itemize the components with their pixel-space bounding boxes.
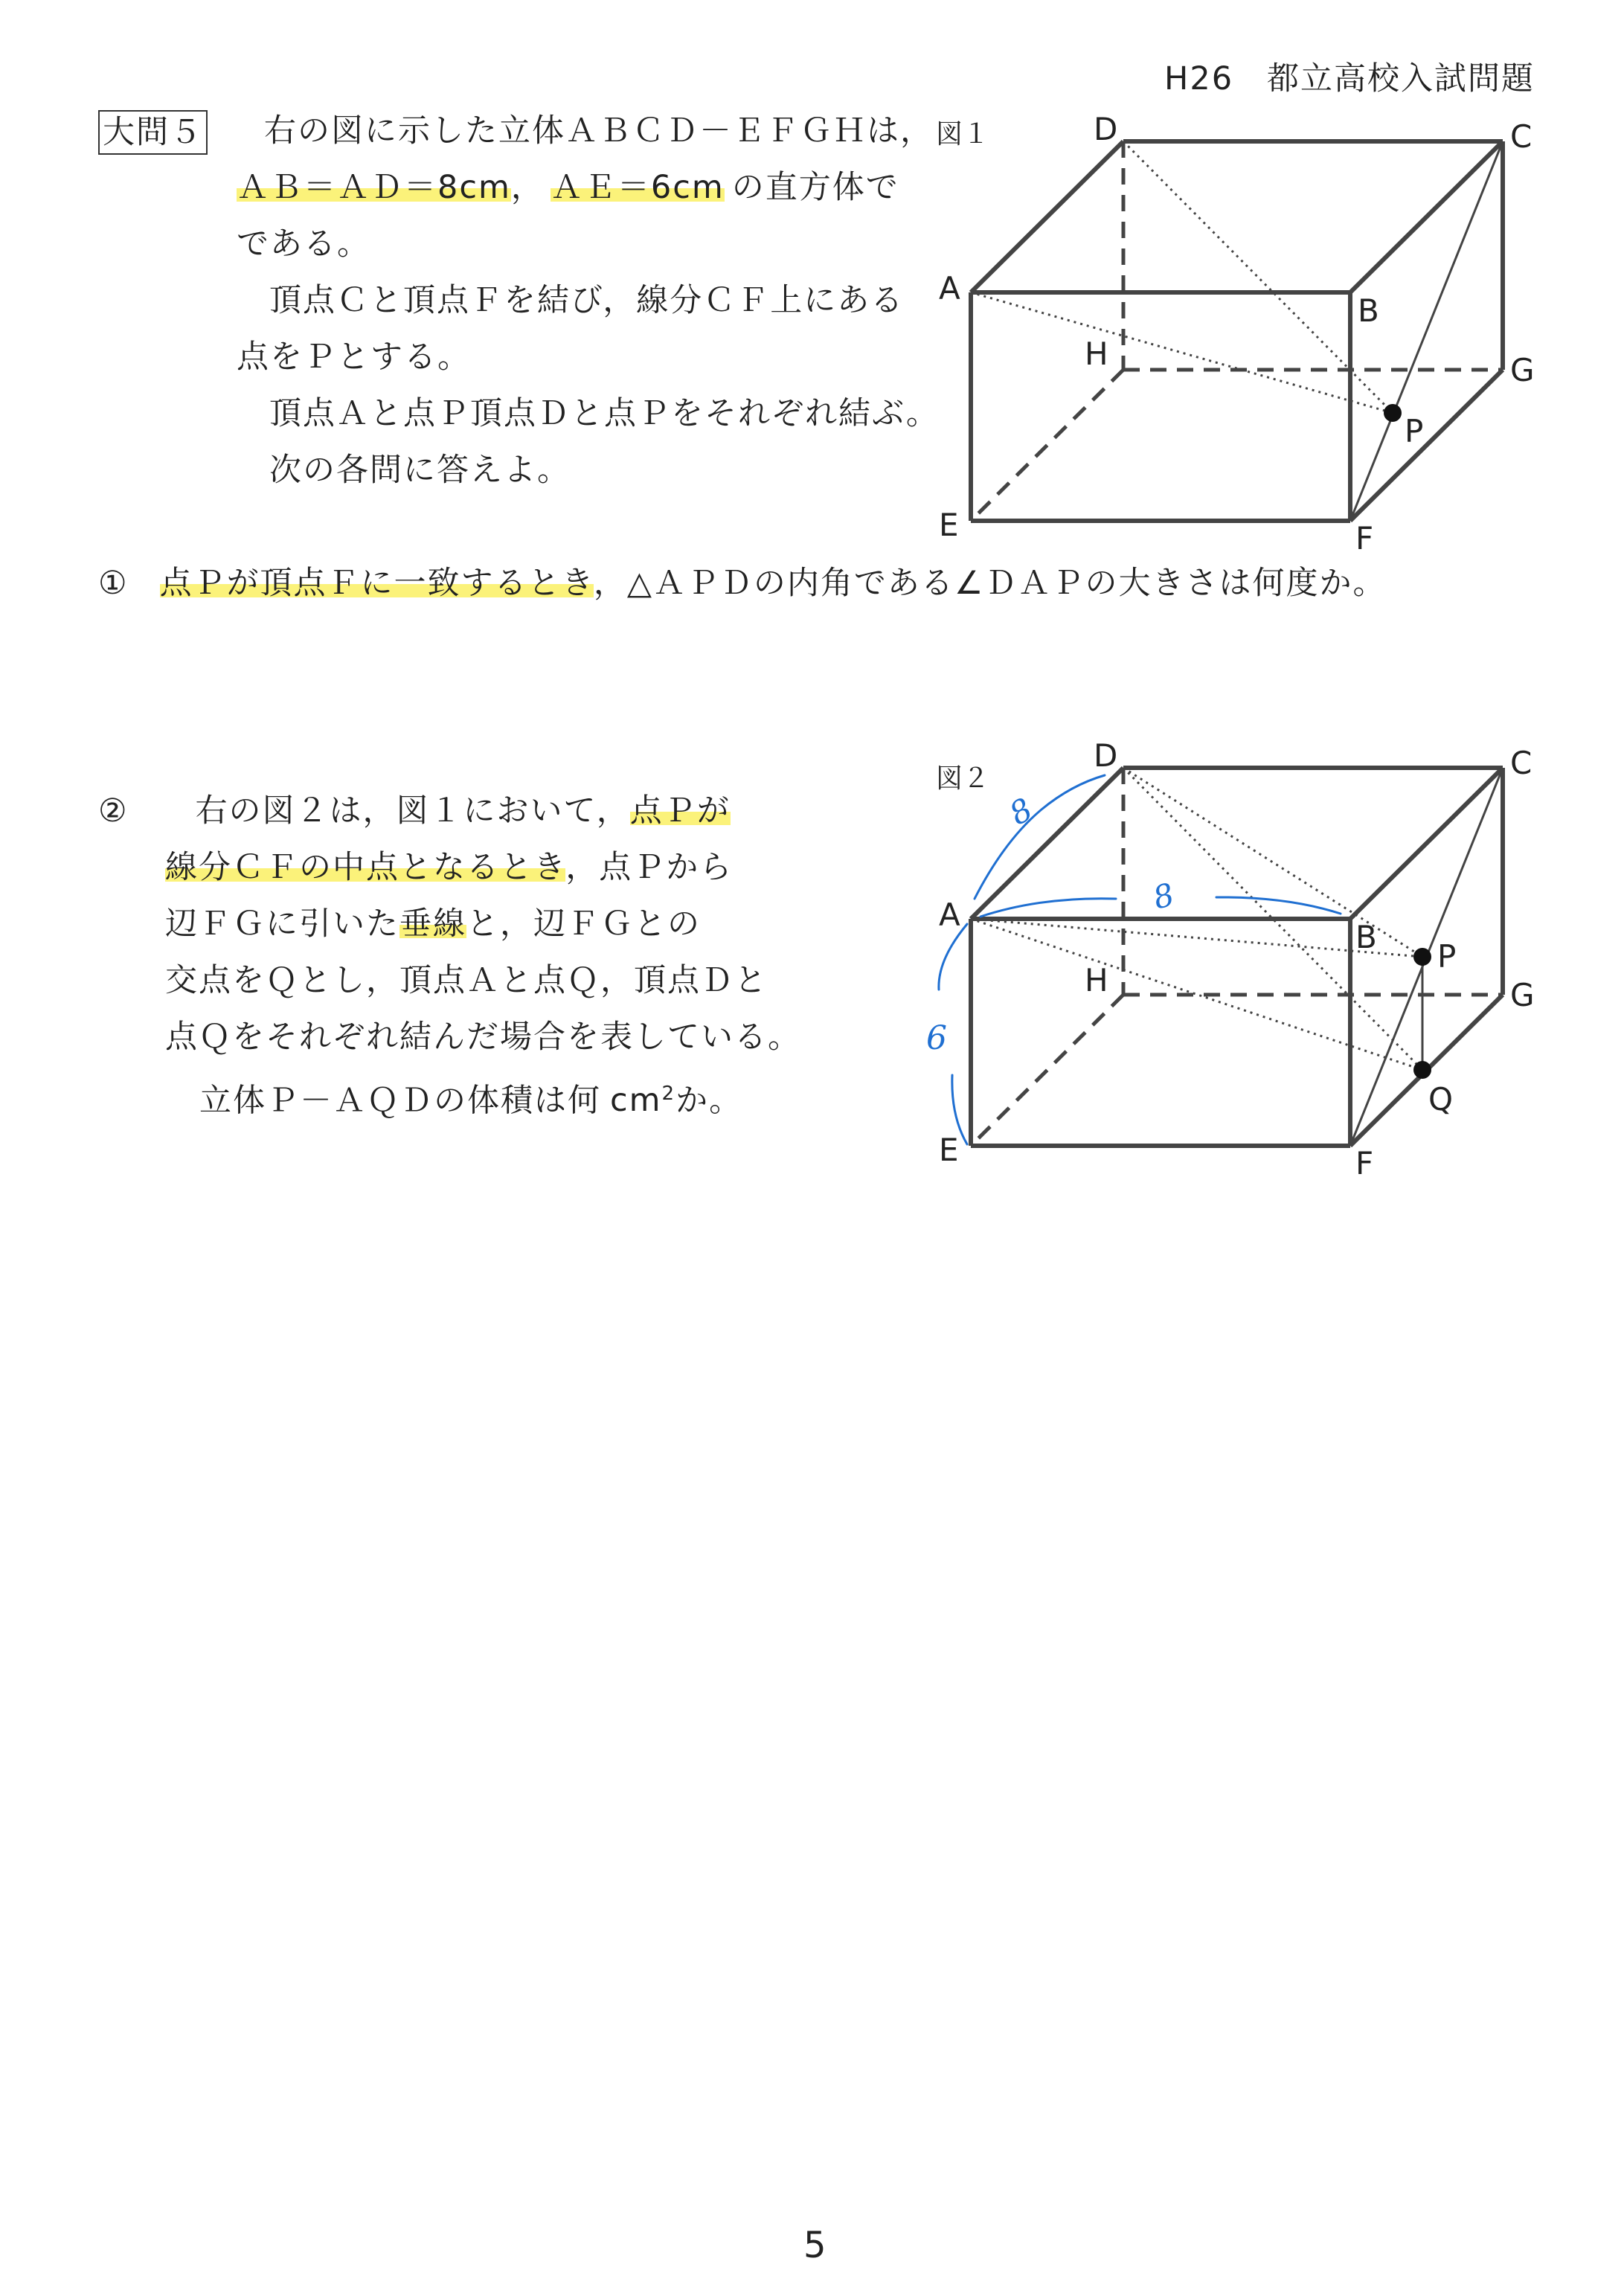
- intro-line-1: 右の図に示した立体ＡＢＣＤ－ＥＦＧＨは，: [264, 112, 934, 150]
- question-2-line-1-highlight: 点Ｐが: [629, 792, 731, 830]
- point-p-label: P: [1405, 413, 1424, 449]
- vertex-d-label: D: [1094, 111, 1118, 147]
- intro-highlight-1: ＡＢ＝ＡＤ＝8cm: [237, 169, 511, 206]
- question-2-line-1-pre: 右の図２は，図１において，: [195, 792, 630, 830]
- question-1-rest: ，△ＡＰＤの内角である∠ＤＡＰの大きさは何度か。: [593, 565, 1387, 602]
- point-q: [1413, 1061, 1431, 1079]
- point-p-label: P: [1437, 938, 1457, 975]
- page-header: H26 都立高校入試問題: [1164, 60, 1535, 97]
- vertex-c-label: C: [1510, 118, 1532, 155]
- page-number: 5: [803, 2225, 827, 2266]
- point-q-label: Q: [1428, 1081, 1454, 1117]
- intro-line-7: 次の各問に答えよ。: [269, 452, 571, 489]
- question-2-unit-exponent: 2: [661, 1083, 676, 1105]
- question-2-line-3-pre: 辺ＦＧに引いた: [165, 905, 399, 943]
- ink-arc-ab-right: [1216, 897, 1341, 914]
- intro-line-3: である。: [237, 225, 370, 263]
- vertex-e-label: E: [939, 507, 959, 543]
- ink-label-ae: 6: [926, 1019, 947, 1057]
- vertex-c-label: C: [1510, 745, 1532, 781]
- ink-arc-ae-top: [939, 924, 967, 990]
- question-2-line-2-highlight: 線分ＣＦの中点となるとき: [165, 849, 566, 886]
- ink-arc-ab-left: [981, 899, 1116, 917]
- question-2-unit: cm: [610, 1082, 662, 1120]
- vertex-f-label: F: [1355, 520, 1374, 557]
- vertex-g-label: G: [1510, 352, 1535, 388]
- vertex-a-label: A: [939, 270, 960, 307]
- question-2-line-3-highlight: 垂線: [399, 905, 466, 943]
- question-2-line-3-post: と，辺ＦＧとの: [466, 905, 701, 943]
- question-2-line-4: 交点をＱとし，頂点Ａと点Ｑ，頂点Ｄと: [165, 962, 768, 999]
- edge-bc: [1350, 768, 1503, 919]
- segment-dp: [1123, 768, 1422, 957]
- question-2-line-6-pre: 立体Ｐ－ＡＱＤの体積は何: [199, 1082, 601, 1120]
- figure-2-label: 図２: [936, 763, 990, 794]
- ink-arc-ad: [975, 775, 1105, 899]
- problem-tag-box: 大問５: [98, 110, 208, 155]
- point-p: [1413, 948, 1431, 966]
- edge-ad: [971, 768, 1123, 919]
- question-1-number: ①: [98, 565, 129, 602]
- intro-highlight-2: ＡＥ＝6cm: [550, 169, 725, 206]
- vertex-b-label: B: [1355, 919, 1377, 955]
- vertex-d-label: D: [1094, 737, 1118, 774]
- vertex-b-label: B: [1358, 292, 1379, 329]
- intro-line-6: 頂点Ａと点Ｐ頂点Ｄと点Ｐをそれぞれ結ぶ。: [269, 395, 940, 432]
- vertex-e-label: E: [939, 1132, 959, 1168]
- vertex-g-label: G: [1510, 977, 1535, 1013]
- vertex-h-label: H: [1085, 336, 1108, 372]
- question-2-line-5: 点Ｑをそれぞれ結んだ場合を表している。: [165, 1019, 801, 1056]
- intro-line-2-rest: の直方体で: [731, 169, 899, 206]
- segment-ap: [971, 919, 1422, 957]
- question-1-highlight: 点Ｐが頂点Ｆに一致するとき: [159, 565, 594, 602]
- intro-line-5: 点をＰとする。: [237, 339, 471, 376]
- ink-label-ab: 8: [1149, 876, 1178, 917]
- figure-1-label: 図１: [936, 119, 990, 150]
- vertex-f-label: F: [1355, 1145, 1374, 1181]
- segment-aq: [971, 919, 1422, 1070]
- question-2-number: ②: [98, 792, 129, 830]
- vertex-h-label: H: [1085, 962, 1108, 998]
- intro-line-4: 頂点Ｃと頂点Ｆを結び，線分ＣＦ上にある: [269, 282, 905, 319]
- question-2-line-2-post: ，点Ｐから: [565, 849, 734, 886]
- question-2-line-6-post: か。: [675, 1082, 743, 1120]
- edge-he-hidden: [971, 995, 1123, 1146]
- vertex-a-label: A: [939, 897, 960, 933]
- intro-comma: ，: [510, 169, 545, 206]
- ink-label-ad: 8: [1003, 790, 1039, 833]
